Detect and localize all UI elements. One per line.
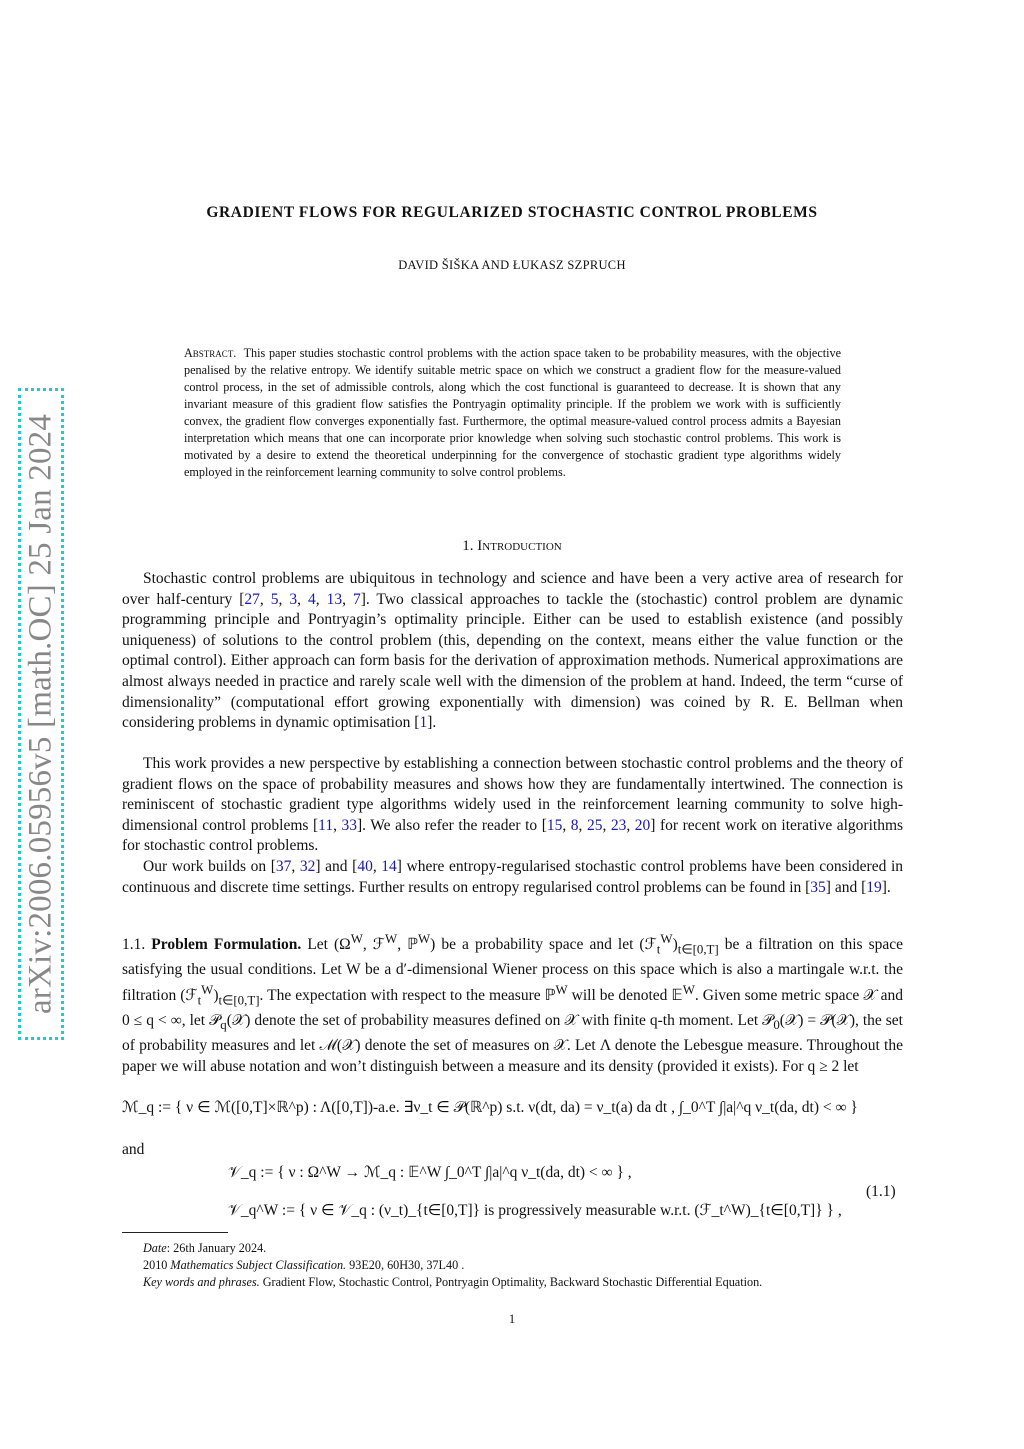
equation-v-q: 𝒱_q := { ν : Ω^W → ℳ_q : 𝔼^W ∫_0^T ∫|a|^q ν_t(da, dt) < ∞ } , bbox=[228, 1164, 632, 1181]
paragraph-text: ] and [ bbox=[825, 878, 867, 896]
paper-title: GRADIENT FLOWS FOR REGULARIZED STOCHASTIC CONTROL PROBLEMS bbox=[206, 204, 818, 221]
citation-link[interactable]: 23 bbox=[610, 816, 627, 834]
citation-link[interactable]: 33 bbox=[341, 816, 357, 834]
paragraph-text: . Given some metric space 𝒳 and 0 ≤ q < ∞, let 𝒫 bbox=[122, 987, 903, 1030]
citation-link[interactable]: 3 bbox=[289, 590, 298, 608]
paragraph-text: ] and [ bbox=[315, 858, 358, 875]
footnote-text: : 26th January 2024. bbox=[166, 1241, 267, 1255]
paragraph-text: ] where entropy-regularised stochastic control problems have been considered in continuous and discrete time settings. Further results on entropy regularised control problems can be found in [ bbox=[122, 858, 904, 896]
footnote-label: Key words and phrases. bbox=[143, 1275, 260, 1289]
paragraph-text: This work provides a new perspective by establishing a connection between stochastic control problems and the theory of gradient flows on the space of probability measures and shows how they are fundamentally intertwined. The connection is reminiscent of stochastic gradient type algorithms widely used in the reinforcement learning community to solve high-dimensional control problems [ bbox=[122, 755, 903, 834]
citation-link[interactable]: 5 bbox=[270, 590, 279, 608]
section-number: 1. bbox=[462, 538, 474, 554]
footnote-label: Mathematics Subject Classification. bbox=[170, 1258, 347, 1272]
footnotes bbox=[122, 1240, 903, 1291]
paragraph-text: ]. bbox=[881, 878, 891, 896]
subsection-title: Problem Formulation. bbox=[151, 936, 302, 954]
citation-link[interactable]: 14 bbox=[381, 858, 397, 875]
footnote-date bbox=[122, 1240, 903, 1257]
abstract bbox=[184, 345, 841, 481]
section-heading bbox=[0, 538, 1024, 555]
footnote-divider bbox=[122, 1232, 228, 1233]
paragraph-text: . The expectation with respect to the measure ℙ bbox=[259, 987, 556, 1005]
citation-link[interactable]: 35 bbox=[810, 878, 826, 896]
paragraph-text: ]. Two classical approaches to tackle the (stochastic) control problem are dynamic programming principle and Pontryagin’s optimality principle. Either can be used to establish existence (and possibly uniqueness) of solutions to the control problem (this, depending on the context, means either the value function or the optimal control). Either approach can form basis for the derivation of approximation methods. Numerical approximations are almost always needed in practice and rarely scale well with the dimension of the problem at hand. Indeed, the term “curse of dimensionality” (computational effort growing exponentially with dimension) was coined by R. E. Bellman when considering problems in dynamic optimisation [ bbox=[122, 590, 904, 732]
equation-connector: and bbox=[122, 1141, 145, 1158]
footnote-text: 2010 bbox=[143, 1258, 168, 1272]
citation-link[interactable]: 25 bbox=[586, 816, 603, 834]
footnote-msc bbox=[122, 1257, 903, 1274]
citation-link[interactable]: 13 bbox=[326, 590, 343, 608]
citation-link[interactable]: 19 bbox=[866, 878, 882, 896]
footnote-text: Gradient Flow, Stochastic Control, Pontryagin Optimality, Backward Stochastic Differential Equation. bbox=[262, 1275, 763, 1289]
paragraph-text: ]. We also refer the reader to [ bbox=[357, 816, 547, 834]
page-number: 1 bbox=[508, 1312, 516, 1326]
citation-link[interactable]: 40 bbox=[357, 858, 373, 875]
citation-link[interactable]: 37 bbox=[275, 858, 292, 875]
paragraph-text: (𝒳) = 𝒫(𝒳), the set of probability measures and let ℳ(𝒳) denote the set of measures on 𝒳. Let Λ denote the Lebesgue measure. Throughout the paper we will abuse notation and won’t distinguish between a measure and its density (provided it exists). For q ≥ 2 let bbox=[122, 1012, 903, 1075]
paragraph-text: ]. bbox=[427, 714, 437, 732]
citation-link[interactable]: 7 bbox=[352, 590, 361, 608]
abstract-label: Abstract. bbox=[184, 346, 237, 360]
paragraph-text: be a filtration on this space satisfying the usual conditions. Let W be a d′-dimensional Wiener process on this space which is also a martingale w.r.t. the filtration ( bbox=[122, 936, 904, 1005]
paragraph-text: Our work builds on [ bbox=[143, 858, 276, 875]
paragraph-text: will be denoted 𝔼 bbox=[567, 987, 683, 1005]
equation-v-q-w: 𝒱_q^W := { ν ∈ 𝒱_q : (ν_t)_{t∈[0,T]} is progressively measurable w.r.t. (ℱ_t^W)_{t∈[0,T]} } , bbox=[228, 1202, 842, 1219]
citation-link[interactable]: 15 bbox=[546, 816, 563, 834]
paragraph-text: ] for recent work on iterative algorithms for stochastic control problems. bbox=[122, 816, 904, 855]
footnote-keywords bbox=[122, 1274, 903, 1291]
subsection-number: 1.1. bbox=[122, 936, 146, 954]
intro-paragraph-3: Our work builds on [37, 32] and [40, 14] where entropy-regularised stochastic control problems have been considered in continuous and discrete time settings. Further results on entropy regularised control problems can be found in [35] and [19]. bbox=[122, 858, 904, 896]
footnote-label: Date bbox=[143, 1241, 167, 1255]
section-title: Introduction bbox=[477, 538, 562, 554]
intro-paragraph-1: Stochastic control problems are ubiquitous in technology and science and have been a very active area of research for over half-century [27, 5, 3, 4, 13, 7]. Two classical approaches to tackle the (stochastic) control problem are dynamic programming principle and Pontryagin’s optimality principle. Either can be used to establish existence (and possibly uniqueness) of solutions to the control problem (this, depending on the context, means either the value function or the optimal control). Either approach can form basis for the derivation of approximation methods. Numerical approximations are almost always needed in practice and rarely scale well with the dimension of the problem at hand. Indeed, the term “curse of dimensionality” (computational effort growing exponentially with dimension) was coined by R. E. Bellman when considering problems in dynamic optimisation [1]. bbox=[122, 570, 904, 732]
paper-authors: DAVID ŠIŠKA AND ŁUKASZ SZPRUCH bbox=[398, 258, 626, 272]
equation-number: (1.1) bbox=[866, 1183, 896, 1200]
paragraph-text: ) be a probability space and let ( bbox=[430, 936, 645, 954]
problem-formulation: 1.1. Problem Formulation. Let ($\Omega^W$, ℱ$^W$, ℙ$^W$) be a probability space and let $(ℱ_t^W)_{t\in[0,T]}$ be a filtration on this space satisfying the usual conditions. Let W be a d′-dimensional Wiener process on this space which is also a martingale w.r.t. the filtration $(ℱ_t^W)_{t\in[0,T]}$. The expectation with respect to the measure ℙ$^W$ will be denoted 𝔼$^W$. Given some metric space 𝒳 and 0 ≤ q < ∞, let 𝒫$_q$(𝒳) denote the set of probability measures defined on 𝒳 with finite q-th moment. Let 𝒫$_0$(𝒳) = 𝒫(𝒳), the set of probability measures and let ℳ(𝒳) denote the set of measures on 𝒳. Let Λ denote the Lebesgue measure. Throughout the paper we will abuse notation and won’t distinguish between a measure and its density (provided it exists). For q ≥ 2 let bbox=[122, 931, 904, 1075]
intro-paragraph-2: This work provides a new perspective by establishing a connection between stochastic control problems and the theory of gradient flows on the space of probability measures and shows how they are fundamentally intertwined. The connection is reminiscent of stochastic gradient type algorithms widely used in the reinforcement learning community to solve high-dimensional control problems [11, 33]. We also refer the reader to [15, 8, 25, 23, 20] for recent work on iterative algorithms for stochastic control problems. bbox=[122, 755, 904, 855]
citation-link[interactable]: 27 bbox=[244, 590, 260, 608]
arxiv-identifier[interactable]: arXiv:2006.05956v5 [math.OC] 25 Jan 2024 bbox=[22, 413, 59, 1015]
citation-link[interactable]: 4 bbox=[307, 590, 316, 608]
arxiv-stamp[interactable] bbox=[18, 388, 64, 1040]
paragraph-text: (𝒳) denote the set of probability measures defined on 𝒳 with finite q-th moment. Let 𝒫 bbox=[226, 1012, 774, 1030]
footnote-text: 93E20, 60H30, 37L40 . bbox=[349, 1258, 465, 1272]
paragraph-text: Stochastic control problems are ubiquitous in technology and science and have been a very active area of research for over half-century [ bbox=[122, 570, 903, 608]
citation-link[interactable]: 32 bbox=[299, 858, 316, 875]
citation-link[interactable]: 1 bbox=[419, 714, 428, 732]
abstract-text: This paper studies stochastic control problems with the action space taken to be probability measures, with the objective penalised by the relative entropy. We identify suitable metric space on which we construct a gradient flow for the measure-valued control process, in the set of admissible controls, along which the cost functional is guaranteed to decrease. It is shown that any invariant measure of this gradient flow satisfies the Pontryagin optimality principle. If the problem we work with is sufficiently convex, the gradient flow converges exponentially fast. Furthermore, the optimal measure-valued control process admits a Bayesian interpretation which means that one can incorporate prior knowledge when solving such stochastic control problems. This work is motivated by a desire to extend the theoretical underpinning for the convergence of stochastic gradient type algorithms widely employed in the reinforcement learning community to solve control problems. bbox=[184, 346, 841, 479]
paragraph-text: Let (Ω bbox=[307, 936, 351, 954]
citation-link[interactable]: 8 bbox=[570, 816, 579, 834]
citation-link[interactable]: 11 bbox=[318, 816, 334, 834]
equation-m-q: ℳ_q := { ν ∈ ℳ([0,T]×ℝ^p) : Λ([0,T])-a.e. ∃ν_t ∈ 𝒫(ℝ^p) s.t. ν(dt, da) = ν_t(a) da dt , ∫_0^T ∫|a|^q ν_t(da, dt) < ∞ } bbox=[122, 1099, 858, 1116]
citation-link[interactable]: 20 bbox=[634, 816, 651, 834]
